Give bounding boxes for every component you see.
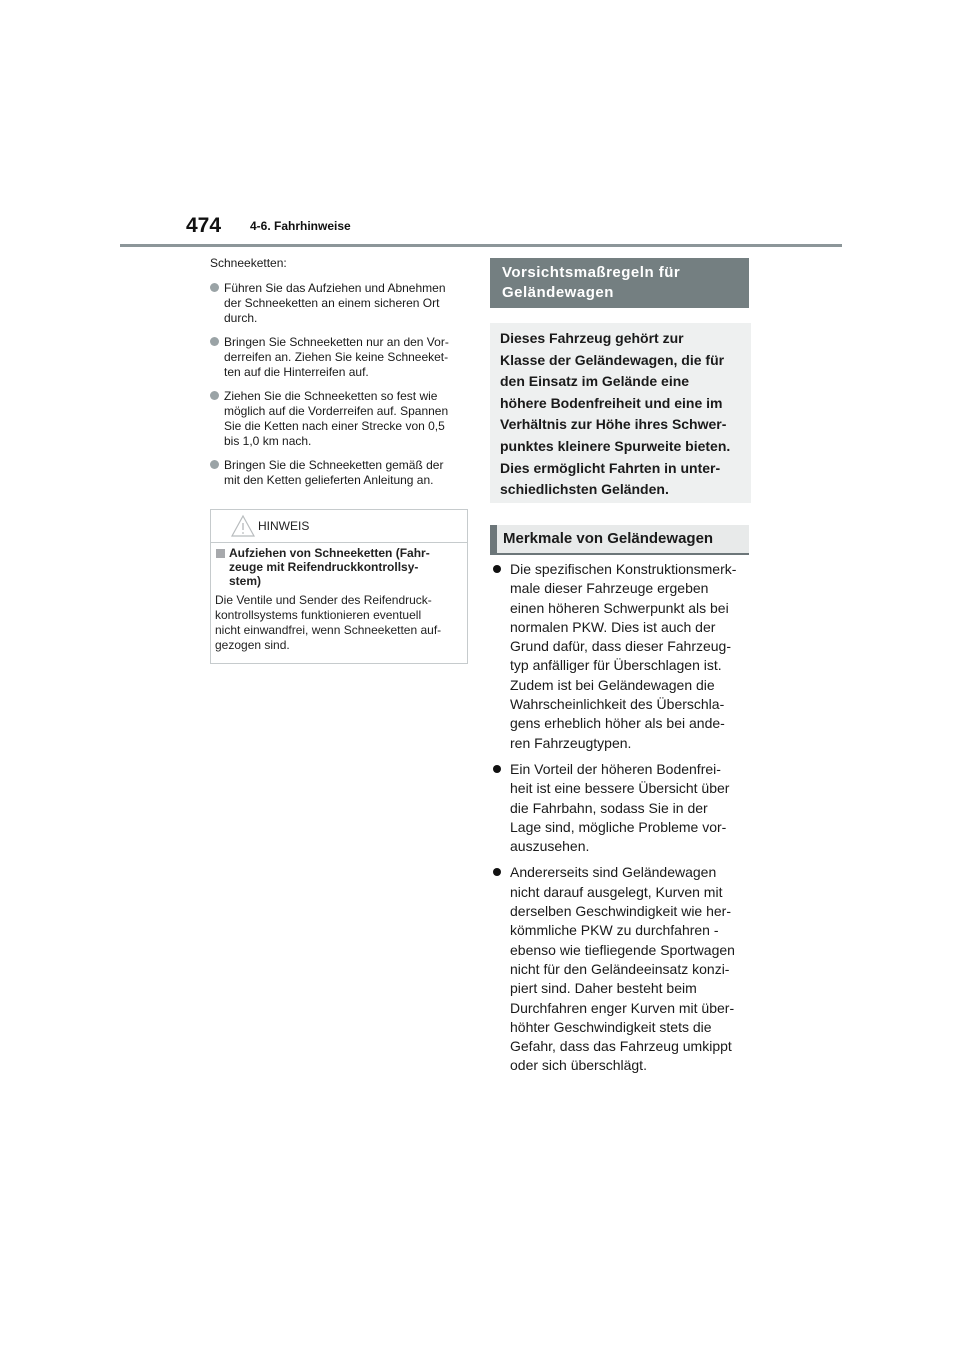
list-item (210, 389, 468, 449)
heading-line: Geländewagen (502, 284, 614, 301)
text-line: oder sich überschlägt. (510, 1057, 647, 1074)
text-line: Grund dafür, dass dieser Fahrzeug- (510, 638, 732, 655)
page-number: 474 (186, 214, 222, 237)
text-line: gens erheblich höher als bei ande- (510, 715, 725, 732)
notice-header (211, 510, 467, 543)
notice-box (210, 509, 468, 664)
text-line: Klasse der Geländewagen, die für (500, 351, 725, 368)
text-line: Die Ventile und Sender des Reifendruck- (215, 593, 432, 607)
text-line: typ anfälliger für Überschlagen ist. (510, 657, 722, 674)
list-item (210, 458, 468, 488)
text-line: ren Fahrzeugtypen. (510, 734, 632, 751)
text-line: nicht einwandfrei, wenn Schneeketten auf- (215, 623, 442, 637)
bullet-dot-icon (210, 460, 219, 469)
text-line: Die spezifischen Konstruktionsmerk- (510, 561, 737, 577)
text-line: Bringen Sie die Schneeketten gemäß der (224, 458, 444, 472)
list-item (210, 335, 468, 380)
text-line: Lage sind, mögliche Probleme vor- (510, 818, 727, 835)
subheading-accent (490, 525, 497, 555)
subheading-rule (490, 553, 749, 555)
text-line: ebenso wie tiefliegende Sportwagen (510, 941, 735, 958)
list-item (490, 863, 752, 1075)
text-line: normalen PKW. Dies ist auch der (510, 618, 716, 635)
text-line: kömmliche PKW zu durchfahren - (510, 922, 719, 939)
subheading-title: Merkmale von Geländewagen (503, 530, 714, 547)
header-divider (120, 244, 842, 247)
subheading (490, 525, 749, 555)
text-line: mit den Ketten gelieferten Anleitung an. (224, 473, 434, 487)
text-line: zeuge mit Reifendruckkontrollsy- (229, 560, 419, 574)
text-line: höhter Geschwindigkeit stets die (510, 1018, 712, 1035)
text-line: Führen Sie das Aufziehen und Abnehmen (224, 281, 446, 295)
text-line: ten auf die Hinterreifen auf. (224, 365, 369, 379)
text-line: bis 1,0 km nach. (224, 434, 312, 448)
text-line: Dies ermöglicht Fahrten in unter- (500, 459, 721, 476)
list-item (490, 760, 752, 856)
list-item (490, 560, 752, 753)
square-bullet-icon (216, 549, 225, 558)
text-line: möglich auf die Vorderreifen auf. Spannen (224, 404, 449, 418)
text-line: piert sind. Daher besteht beim (510, 980, 697, 997)
bullet-dot-icon (210, 391, 219, 400)
text-line: Andererseits sind Geländewagen (510, 864, 717, 881)
text-line: stem) (229, 574, 262, 588)
text-line: Zudem ist bei Geländewagen die (510, 676, 715, 693)
text-line: gezogen sind. (215, 638, 290, 652)
text-line: male dieser Fahrzeuge ergeben (510, 580, 709, 597)
text-line: einen höheren Schwerpunkt als bei (510, 599, 729, 616)
notice-text (215, 593, 463, 653)
text-line: derselben Geschwindigkeit wie her- (510, 903, 731, 920)
bullet-dot-icon (493, 565, 501, 573)
warning-triangle-icon (230, 514, 256, 538)
text-line: Ziehen Sie die Schneeketten so fest wie (224, 389, 438, 403)
text-line: Ein Vorteil der höheren Bodenfrei- (510, 760, 721, 777)
snow-chains-intro: Schneeketten: (210, 256, 287, 270)
list-item (210, 281, 468, 326)
text-line: Gefahr, dass das Fahrzeug umkippt (510, 1038, 732, 1055)
text-line: schiedlichsten Geländen. (500, 481, 669, 498)
heading-line: Vorsichtsmaßregeln für (502, 264, 681, 281)
text-line: die Fahrbahn, sodass Sie in der (510, 799, 708, 816)
text-line: höhere Bodenfreiheit und eine im (500, 394, 723, 411)
notice-subtitle (215, 546, 463, 588)
text-line: heit ist eine bessere Übersicht über (510, 780, 730, 797)
text-line: derreifen an. Ziehen Sie keine Schneeket- (224, 350, 449, 364)
text-line: nicht für den Geländeeinsatz konzi- (510, 960, 730, 977)
section-title: 4-6. Fahrhinweise (250, 219, 351, 233)
text-line: der Schneeketten an einem sicheren Ort (224, 296, 440, 310)
notice-title: HINWEIS (258, 519, 310, 533)
text-line: nicht darauf ausgelegt, Kurven mit (510, 883, 723, 900)
bullet-dot-icon (493, 868, 501, 876)
text-line: auszusehen. (510, 838, 590, 855)
text-line: durch. (224, 311, 258, 325)
text-line: Durchfahren enger Kurven mit über- (510, 999, 735, 1016)
info-box (490, 323, 751, 503)
text-line: punktes kleinere Spurweite bieten. (500, 437, 731, 454)
text-line: Dieses Fahrzeug gehört zur (500, 330, 684, 346)
bullet-dot-icon (493, 765, 501, 773)
text-line: Wahrscheinlichkeit des Überschla- (510, 696, 725, 713)
text-line: den Einsatz im Gelände eine (500, 373, 690, 390)
right-column (490, 560, 752, 1083)
bullet-dot-icon (210, 283, 219, 292)
text-line: Bringen Sie Schneeketten nur an den Vor- (224, 335, 449, 349)
left-column (210, 256, 468, 497)
text-line: kontrollsystems funktionieren eventuell (215, 608, 422, 622)
bullet-dot-icon (210, 337, 219, 346)
text-line: Sie die Ketten nach einer Strecke von 0,5 (224, 419, 445, 433)
section-heading (490, 258, 749, 308)
text-line: Verhältnis zur Höhe ihres Schwer- (500, 416, 727, 433)
text-line: Aufziehen von Schneeketten (Fahr- (229, 546, 430, 560)
